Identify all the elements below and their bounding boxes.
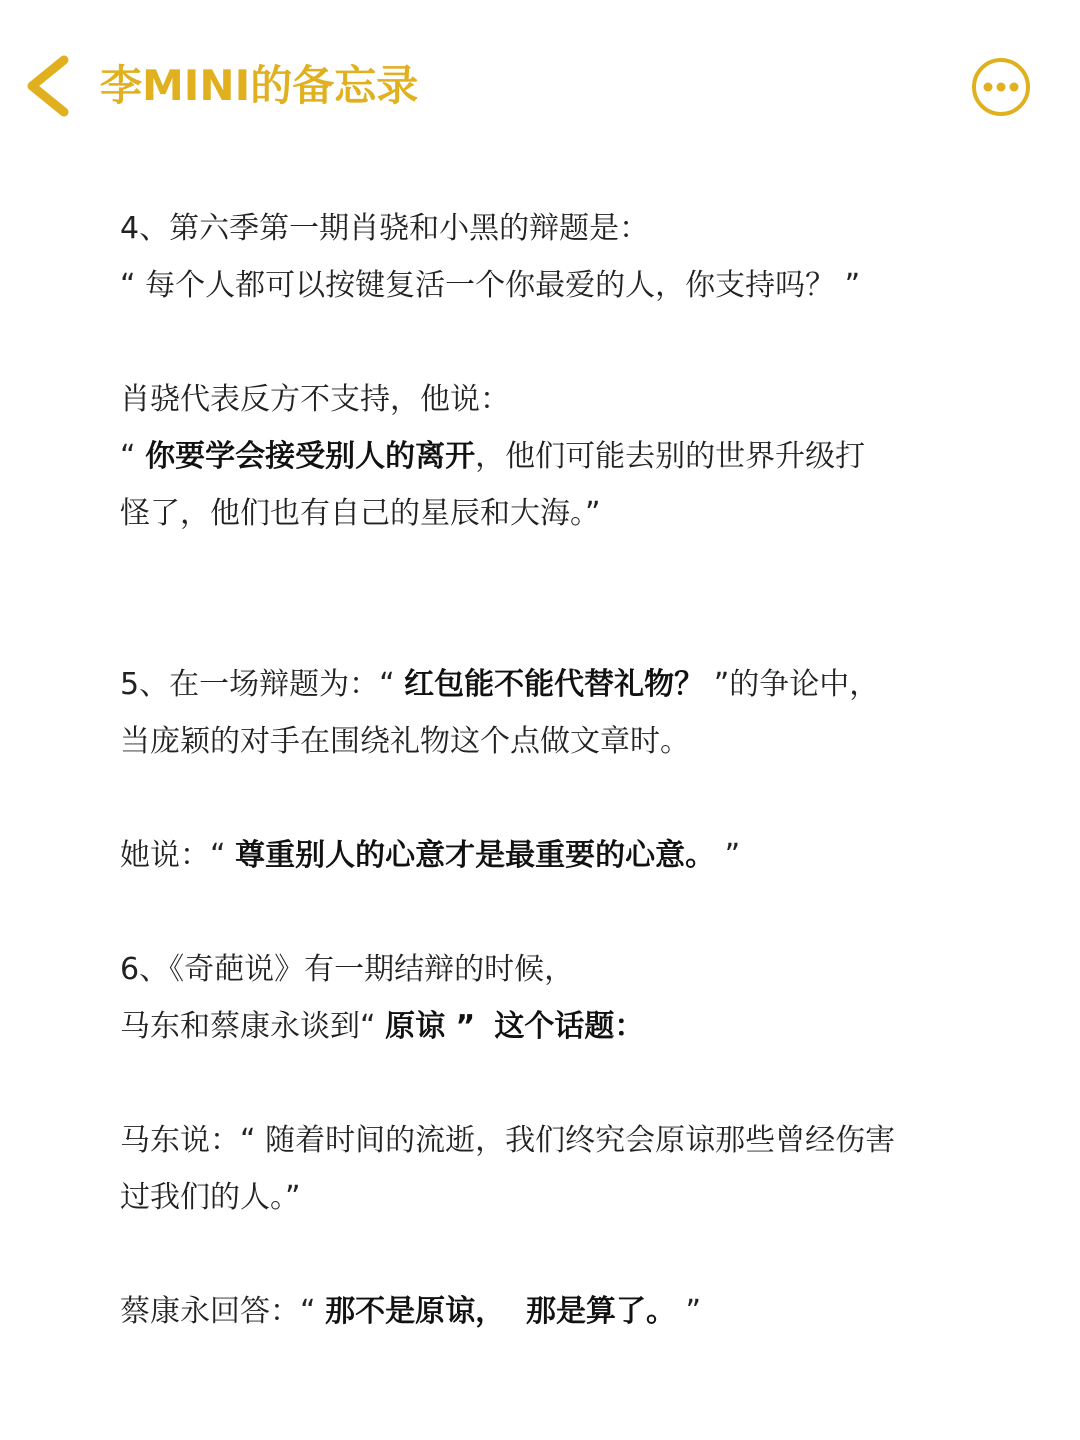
item5-intro: 5、在一场辩题为：“ 红包能不能代替礼物？ ”的争论中，	[120, 667, 880, 702]
more-options-button[interactable]	[970, 56, 1032, 118]
item6-topic: 马东和蔡康永谈到“ 原谅 ” 这个话题：	[120, 1009, 645, 1044]
item5-quote: 她说：“ 尊重别人的心意才是最重要的心意。 ”	[120, 838, 741, 873]
item6-madong-line1: 马东说：“ 随着时间的流逝，我们终究会原谅那些曾经伤害	[120, 1123, 896, 1158]
item6-cai-reply: 蔡康永回答：“ 那不是原谅， 那是算了。 ”	[120, 1294, 702, 1329]
page-title: 李MINI的备忘录	[100, 61, 419, 110]
chevron-left-icon	[18, 52, 82, 120]
item5-quote-highlight: 尊重别人的心意才是最重要的心意。	[235, 838, 716, 873]
item6-madong-line2: 过我们的人。”	[120, 1180, 301, 1215]
more-horizontal-circle-icon	[970, 56, 1032, 118]
item4-speaker: 肖骁代表反方不支持，他说：	[120, 382, 510, 417]
item6-intro: 6、《奇葩说》有一期结辩的时候，	[120, 952, 575, 987]
item4-motion: “ 每个人都可以按键复活一个你最爱的人，你支持吗？ ”	[120, 268, 861, 303]
item4-quote-line1: “ 你要学会接受别人的离开，他们可能去别的世界升级打	[120, 439, 866, 474]
item5-topic: 红包能不能代替礼物？	[404, 667, 705, 702]
item4-question: 4、第六季第一期肖骁和小黑的辩题是：	[120, 211, 650, 246]
item4-quote-line2: 怪了，他们也有自己的星辰和大海。”	[120, 496, 601, 531]
item6-cai-highlight: 那不是原谅， 那是算了。	[325, 1294, 676, 1329]
note-body	[120, 200, 980, 1340]
item5-context: 当庞颖的对手在围绕礼物这个点做文章时。	[120, 724, 690, 759]
header	[0, 0, 1080, 170]
back-button[interactable]	[18, 52, 82, 120]
item4-quote-highlight: 你要学会接受别人的离开	[145, 439, 476, 474]
